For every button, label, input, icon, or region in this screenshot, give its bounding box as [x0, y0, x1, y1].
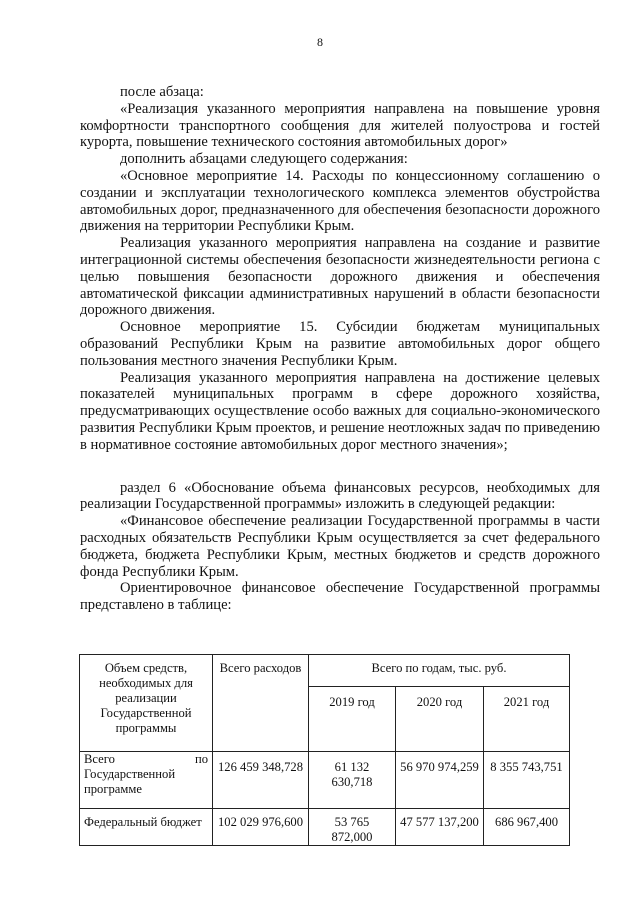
paragraph: «Реализация указанного мероприятия направлена на повышение уровня комфортности транспортного сообщения для жителей полуострова и гостей курорта, повышение технического состояния автомобильных дорог» — [80, 100, 600, 151]
paragraph: «Финансовое обеспечение реализации Государственной программы в части расходных обязательств Республики Крым осуществляется за счет федерального бюджета, бюджета Республики Крым, местных бюджетов и средств дорожного фонда Республики Крым. — [80, 513, 600, 580]
paragraph: Ориентировочное финансовое обеспечение Государственной программы представлено в таблице: — [80, 580, 600, 614]
row-value: 686 967,400 — [484, 809, 570, 846]
paragraph: «Основное мероприятие 14. Расходы по концессионному соглашению о создании и эксплуатации технологического комплекса элементов обустройства автомобильных дорог, предназначенного для обеспечения безопасности дорожного движения на территории Республики Крым. — [80, 167, 600, 235]
row-label-part: Всего — [84, 752, 115, 766]
row-value: 53 765 872,000 — [309, 809, 396, 846]
table-header-funds: Объем средств, необходимых для реализации Государственной программы — [80, 655, 213, 752]
paragraph: Реализация указанного мероприятия направлена на достижение целевых показателей муниципальных программ в сфере дорожного хозяйства, предусматривающих осуществление особо важных для социально-экономического развития Республики Крым проектов, и решение неотложных задач по приведению в нормативное состояние автомобильных дорог местного значения»; — [80, 369, 600, 453]
row-label-part: по — [194, 752, 208, 766]
page-number: 8 — [317, 35, 323, 49]
row-label: Федеральный бюджет — [80, 809, 213, 846]
table-row — [80, 809, 570, 846]
row-label-part: Государственной программе — [84, 767, 176, 796]
table-header-year: 2020 год — [396, 686, 484, 751]
table-header-year: 2021 год — [484, 686, 570, 751]
document-body — [80, 84, 600, 614]
row-value: 47 577 137,200 — [396, 809, 484, 846]
paragraph: после абзаца: — [120, 84, 204, 100]
row-value: 56 970 974,259 — [396, 752, 484, 809]
table-row — [80, 752, 570, 809]
row-value: 8 355 743,751 — [484, 752, 570, 809]
row-total: 102 029 976,600 — [213, 809, 309, 846]
paragraph: раздел 6 «Обоснование объема финансовых ресурсов, необходимых для реализации Государственной программы» изложить в следующей редакции: — [80, 479, 600, 513]
row-total: 126 459 348,728 — [213, 752, 309, 809]
row-label — [80, 752, 213, 809]
table-header-total: Всего расходов — [213, 655, 309, 752]
table-header-years: Всего по годам, тыс. руб. — [309, 655, 570, 687]
paragraph: дополнить абзацами следующего содержания: — [120, 151, 408, 168]
funding-table — [79, 654, 570, 846]
paragraph: Основное мероприятие 15. Субсидии бюджетам муниципальных образований Республики Крым на развитие автомобильных дорог общего пользования местного значения Республики Крым. — [80, 319, 600, 369]
row-value: 61 132 630,718 — [309, 752, 396, 809]
paragraph: Реализация указанного мероприятия направлена на создание и развитие интеграционной системы обеспечения безопасности жизнедеятельности региона с целью повышения безопасности дорожного движения и обеспечения автоматической фиксации административных нарушений в области безопасности дорожного движения. — [80, 235, 600, 319]
table-header-year: 2019 год — [309, 686, 396, 751]
